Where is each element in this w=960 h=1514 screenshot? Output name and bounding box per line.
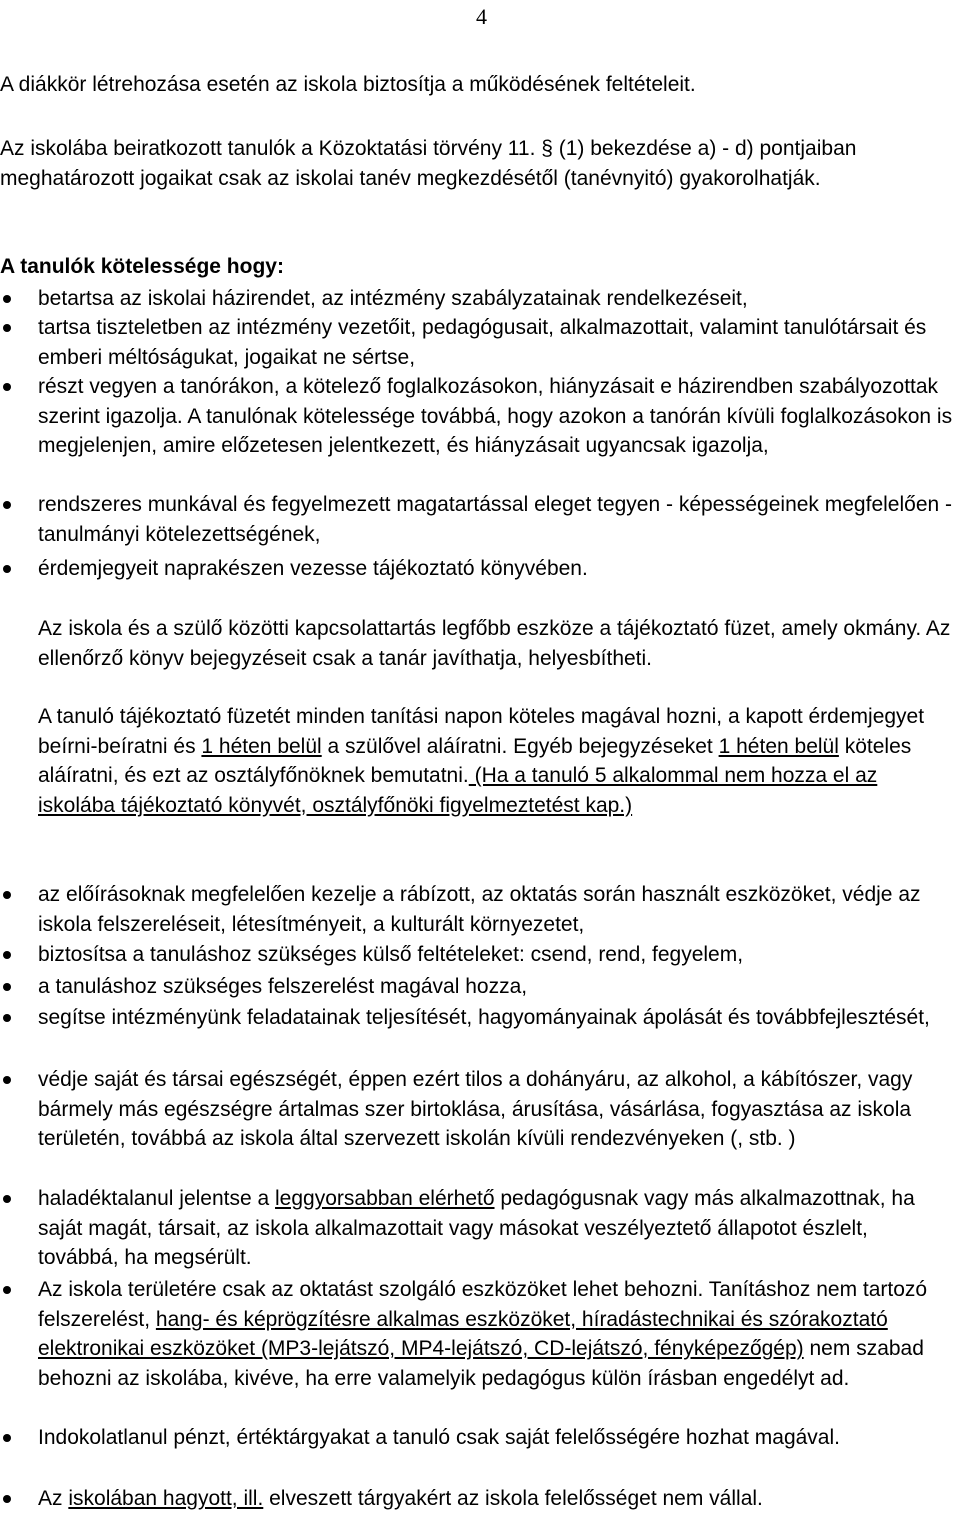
bullet-icon [3,383,11,391]
text-segment: haladéktalanul jelentse a [38,1187,276,1210]
list-item [0,313,954,372]
text-segment: nem szabad behozni az iskolába, kivéve, ha erre valamelyik pedagógus külön írásban engedélyt ad. [38,1337,924,1390]
bullet-icon [3,951,11,959]
underlined-text: (Ha a tanuló 5 alkalommal nem hozza el az iskolába tájékoztató könyvét, osztályfőnöki figyelmeztetést kap.) [38,764,878,817]
list-item-text: betartsa az iskolai házirendet, az intézmény szabályzatainak rendelkezéseit, [38,287,748,310]
list-item [0,972,954,1002]
list-item-text: a tanuláshoz szükséges felszerelést magával hozza, [38,975,528,998]
list-item [0,940,954,970]
section-heading: A tanulók kötelessége hogy: [0,255,284,278]
bullet-icon [3,1286,11,1294]
bullet-icon [3,1076,11,1084]
list-item [0,372,954,461]
list-item-text [38,1484,954,1514]
list-item [0,1275,954,1393]
intro-paragraph-2: Az iskolába beiratkozott tanulók a Közoktatási törvény 11. § (1) bekezdése a) - d) pontjaiban meghatározott jogaikat csak az iskolai tanév megkezdésétől (tanévnyitó) gyakorolhatják. [0,137,857,190]
info-paragraph-a: Az iskola és a szülő közötti kapcsolattartás legfőbb eszköze a tájékoztató füzet, amely okmány. Az ellenőrző könyv bejegyzéseit csak a tanár javíthatja, helyesbítheti. [38,617,951,670]
underlined-text: 1 héten belül [201,734,322,758]
text-segment: Az iskola területére csak az oktatást szolgáló eszközöket lehet behozni. Tanításhoz nem tartozó felszerelést, [38,1278,928,1331]
intro-paragraph-1: A diákkör létrehozása esetén az iskola biztosítja a működésének feltételeit. [0,73,696,96]
text-segment: köteles aláíratni, és ezt az osztályfőnöknek bemutatni. [38,734,912,787]
list-item [0,1003,954,1033]
bullet-icon [3,565,11,573]
bullet-icon [3,1195,11,1203]
list-item-text: rendszeres munkával és fegyelmezett magatartással eleget tegyen - képességeinek megfelelően - tanulmányi kötelezettségének, [38,493,953,546]
list-item-text: részt vegyen a tanórákon, a kötelező foglalkozásokon, hiányzásait e házirendben szabályozottak szerint igazolja. A tanulónak kötelessége továbbá, hogy azokon a tanórán kívüli foglalkozásokon is megjelenjen, amire előzetesen jelentkezett, és hiányzásait ugyancsak igazolja, [38,375,953,457]
text-segment: a szülővel aláíratni. Egyéb bejegyzéseket [321,734,719,758]
page-number: 4 [476,4,487,29]
list-item-text: az előírásoknak megfelelően kezelje a rábízott, az oktatás során használt eszközöket, védje az iskola felszereléseit, létesítményeit, a kulturált környezetet, [38,883,921,936]
list-item [0,1065,954,1154]
bullet-icon [3,501,11,509]
underlined-text: leggyorsabban elérhető [275,1187,495,1210]
text-segment: pedagógusnak vagy más alkalmazottnak, ha saját magát, társait, az iskola alkalmazottait vagy másokat veszélyeztető állapotot észlelt, továbbá, ha megsérült. [38,1187,915,1269]
underlined-text: hang- és képrögzítésre alkalmas eszközöket, híradástechnikai és szórakoztató elektronikai eszközöket (MP3-lejátszó, MP4-lejátszó, CD-lejátszó, fényképezőgép) [38,1307,888,1360]
text-segment: elveszett tárgyakért az iskola felelősséget nem vállal. [263,1487,763,1510]
list-item-text: tartsa tiszteletben az intézmény vezetőit, pedagógusait, alkalmazottait, valamint tanulótársait és emberi méltóságukat, jogaikat ne sértse, [38,316,927,369]
bullet-icon [3,1495,11,1503]
bullet-icon [3,324,11,332]
list-item [0,880,954,939]
list-item [0,490,954,549]
list-item-text [38,1275,954,1393]
list-item-text: biztosítsa a tanuláshoz szükséges külső feltételeket: csend, rend, fegyelem, [38,943,744,966]
bullet-icon [3,1434,11,1442]
list-item [0,554,954,584]
list-item [0,1423,954,1453]
info-paragraph-b [38,702,954,820]
list-item-text: érdemjegyeit naprakészen vezesse tájékoztató könyvében. [38,557,588,580]
list-item [0,284,954,314]
list-item-text: védje saját és társai egészségét, éppen ezért tilos a dohányáru, az alkohol, a kábítószer, vagy bármely más egészségre ártalmas szer birtoklása, árusítása, vásárlása, fogyasztása az iskola területén, továbbá az iskola által szervezett iskolán kívüli rendezvényeken (, stb. ) [38,1068,913,1150]
text-segment: A tanuló tájékoztató füzetét minden tanítási napon köteles magával hozni, a kapott érdemjegyet beírni-beíratni és [38,705,925,758]
list-item [0,1184,954,1273]
underlined-text: iskolában hagyott, ill. [68,1487,264,1510]
list-item-text: Indokolatlanul pénzt, értéktárgyakat a tanuló csak saját felelősségére hozhat magával. [38,1426,840,1449]
bullet-icon [3,295,11,303]
list-item-text: segítse intézményünk feladatainak teljesítését, hagyományainak ápolását és továbbfejlesztését, [38,1006,930,1029]
underlined-text: 1 héten belül [718,734,839,758]
bullet-icon [3,1014,11,1022]
bullet-icon [3,891,11,899]
text-segment: Az [38,1487,69,1510]
list-item [0,1484,954,1514]
bullet-icon [3,983,11,991]
list-item-text [38,1184,954,1273]
